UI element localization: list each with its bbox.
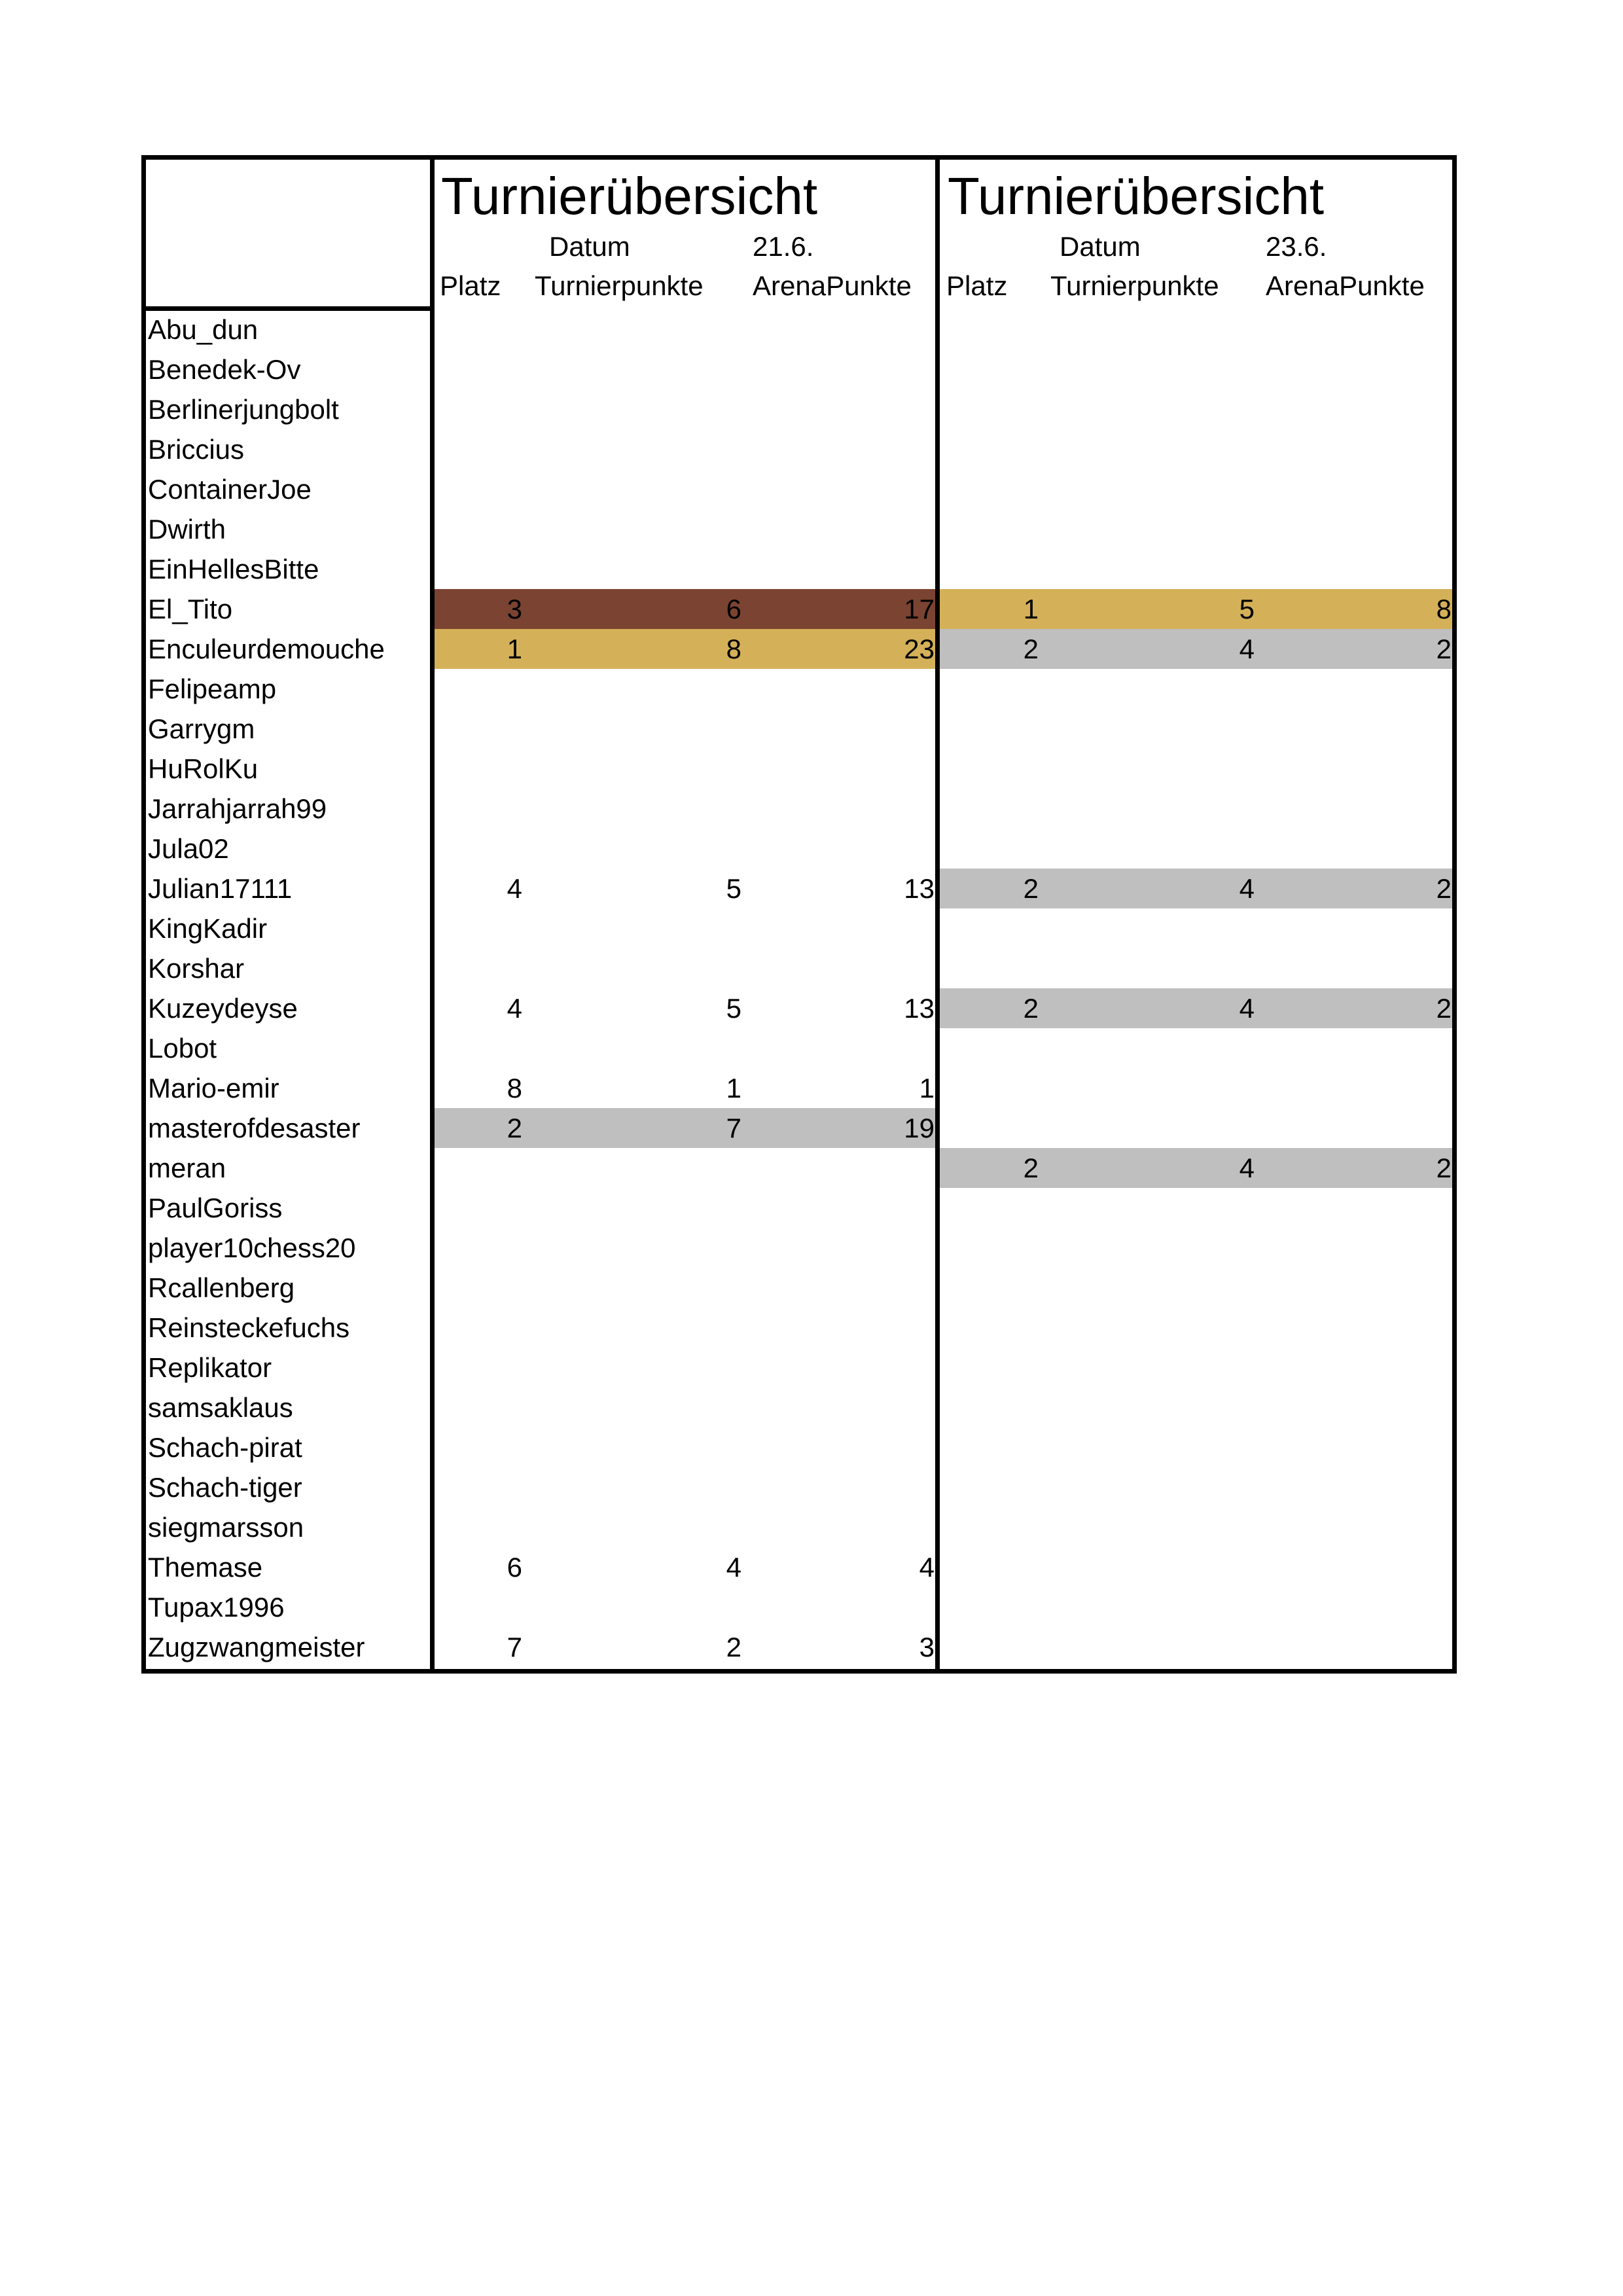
panel-1-col-turnierpunkte: Turnierpunkte bbox=[535, 270, 704, 301]
table-row bbox=[141, 948, 1457, 988]
table-row bbox=[141, 1587, 1457, 1627]
table-row bbox=[141, 1188, 1457, 1228]
player-name: Abu_dun bbox=[148, 314, 259, 345]
cell-platz: 2 bbox=[1023, 993, 1039, 1024]
cell-platz: 4 bbox=[507, 873, 522, 904]
cell-arenapunkte: 1 bbox=[919, 1073, 935, 1103]
standings-sheet bbox=[141, 155, 1457, 1674]
cell-platz: 2 bbox=[507, 1113, 522, 1143]
table-row bbox=[141, 310, 1457, 350]
player-name: siegmarsson bbox=[148, 1512, 304, 1543]
player-name: Jula02 bbox=[148, 833, 229, 864]
table-row bbox=[141, 1388, 1457, 1427]
cell-arenapunkte: 2 bbox=[1436, 873, 1452, 904]
cell-platz: 3 bbox=[507, 594, 522, 624]
panel-2-col-platz: Platz bbox=[946, 270, 1008, 301]
cell-arenapunkte: 13 bbox=[904, 993, 935, 1024]
player-name: Benedek-Ov bbox=[148, 354, 301, 385]
table-row bbox=[141, 1547, 1457, 1587]
player-name: Themase bbox=[148, 1552, 263, 1583]
table-row bbox=[141, 709, 1457, 749]
table-row bbox=[141, 429, 1457, 469]
cell-turnierpunkte: 5 bbox=[726, 873, 741, 904]
cell-arenapunkte: 23 bbox=[904, 634, 935, 664]
player-name: ContainerJoe bbox=[148, 474, 312, 505]
table-row bbox=[141, 829, 1457, 869]
table-row bbox=[141, 1348, 1457, 1388]
player-name: Schach-pirat bbox=[148, 1432, 302, 1463]
panel-2-col-turnierpunkte: Turnierpunkte bbox=[1050, 270, 1219, 301]
table-row bbox=[141, 1507, 1457, 1547]
table-row bbox=[141, 1148, 1457, 1188]
player-name: Rcallenberg bbox=[148, 1272, 295, 1303]
table-border-right bbox=[1452, 155, 1457, 1674]
player-name: EinHellesBitte bbox=[148, 554, 319, 584]
player-name: Briccius bbox=[148, 434, 245, 465]
table-row bbox=[141, 749, 1457, 789]
cell-platz: 1 bbox=[507, 634, 522, 664]
player-name: Tupax1996 bbox=[148, 1592, 285, 1623]
panel-1-title: Turnierübersicht bbox=[441, 167, 818, 225]
header-divider bbox=[141, 306, 434, 311]
table-row bbox=[141, 988, 1457, 1028]
player-name: Korshar bbox=[148, 953, 245, 984]
table-row bbox=[141, 908, 1457, 948]
cell-platz: 2 bbox=[1023, 1153, 1039, 1183]
player-name: samsaklaus bbox=[148, 1392, 293, 1423]
table-row bbox=[141, 1627, 1457, 1667]
cell-platz: 6 bbox=[507, 1552, 522, 1583]
player-name: Enculeurdemouche bbox=[148, 634, 385, 664]
cell-turnierpunkte: 8 bbox=[726, 634, 741, 664]
player-name: Schach-tiger bbox=[148, 1472, 302, 1503]
panel-1-col-arenapunkte: ArenaPunkte bbox=[753, 270, 912, 301]
table-row bbox=[141, 1028, 1457, 1068]
cell-arenapunkte: 2 bbox=[1436, 993, 1452, 1024]
table-row bbox=[141, 1068, 1457, 1108]
cell-turnierpunkte: 6 bbox=[726, 594, 741, 624]
cell-turnierpunkte: 4 bbox=[726, 1552, 741, 1583]
cell-arenapunkte: 19 bbox=[904, 1113, 935, 1143]
table-row bbox=[141, 669, 1457, 709]
panel-2-title: Turnierübersicht bbox=[948, 167, 1325, 225]
player-name: Garrygm bbox=[148, 713, 255, 744]
player-name: PaulGoriss bbox=[148, 1193, 283, 1223]
player-name: HuRolKu bbox=[148, 753, 259, 784]
panel-divider bbox=[935, 155, 940, 1674]
player-name: masterofdesaster bbox=[148, 1113, 361, 1143]
table-row bbox=[141, 1467, 1457, 1507]
player-name: Julian17111 bbox=[148, 873, 293, 904]
panel-1-col-platz: Platz bbox=[440, 270, 501, 301]
player-name: Jarrahjarrah99 bbox=[148, 793, 327, 824]
table-row bbox=[141, 350, 1457, 389]
cell-turnierpunkte: 7 bbox=[726, 1113, 741, 1143]
player-name: meran bbox=[148, 1153, 226, 1183]
player-name: KingKadir bbox=[148, 913, 268, 944]
table-border-bottom bbox=[141, 1669, 1457, 1674]
cell-platz: 2 bbox=[1023, 634, 1039, 664]
table-row bbox=[141, 1268, 1457, 1308]
cell-turnierpunkte: 1 bbox=[726, 1073, 741, 1103]
table-row bbox=[141, 469, 1457, 509]
cell-arenapunkte: 13 bbox=[904, 873, 935, 904]
cell-turnierpunkte: 4 bbox=[1239, 634, 1255, 664]
player-name: Mario-emir bbox=[148, 1073, 279, 1103]
cell-platz: 1 bbox=[1023, 594, 1039, 624]
cell-arenapunkte: 2 bbox=[1436, 634, 1452, 664]
table-border-left bbox=[141, 155, 146, 1674]
cell-turnierpunkte: 5 bbox=[1239, 594, 1255, 624]
table-row bbox=[141, 1108, 1457, 1148]
table-row bbox=[141, 589, 1457, 629]
panel-1-datum-label: Datum bbox=[549, 231, 630, 262]
cell-platz: 4 bbox=[507, 993, 522, 1024]
panel-2-datum-label: Datum bbox=[1060, 231, 1141, 262]
player-name: Lobot bbox=[148, 1033, 217, 1064]
cell-arenapunkte: 4 bbox=[919, 1552, 935, 1583]
cell-turnierpunkte: 5 bbox=[726, 993, 741, 1024]
cell-turnierpunkte: 4 bbox=[1239, 993, 1255, 1024]
player-name: Dwirth bbox=[148, 514, 226, 545]
name-column-divider bbox=[430, 155, 435, 1674]
cell-platz: 7 bbox=[507, 1632, 522, 1662]
table-row bbox=[141, 629, 1457, 669]
cell-platz: 2 bbox=[1023, 873, 1039, 904]
cell-turnierpunkte: 4 bbox=[1239, 873, 1255, 904]
player-name: Replikator bbox=[148, 1352, 272, 1383]
panel-2-date: 23.6. bbox=[1266, 231, 1327, 262]
table-row bbox=[141, 789, 1457, 829]
table-row bbox=[141, 869, 1457, 908]
table-row bbox=[141, 509, 1457, 549]
panel-2-col-arenapunkte: ArenaPunkte bbox=[1266, 270, 1425, 301]
player-name: Felipeamp bbox=[148, 673, 277, 704]
player-name: El_Tito bbox=[148, 594, 233, 624]
player-name: Kuzeydeyse bbox=[148, 993, 298, 1024]
table-row bbox=[141, 1308, 1457, 1348]
player-name: Reinsteckefuchs bbox=[148, 1312, 350, 1343]
cell-platz: 8 bbox=[507, 1073, 522, 1103]
table-border-top bbox=[141, 155, 1457, 160]
table-row bbox=[141, 1228, 1457, 1268]
player-name: player10chess20 bbox=[148, 1232, 356, 1263]
cell-arenapunkte: 8 bbox=[1436, 594, 1452, 624]
cell-arenapunkte: 2 bbox=[1436, 1153, 1452, 1183]
table-row bbox=[141, 549, 1457, 589]
cell-arenapunkte: 17 bbox=[904, 594, 935, 624]
player-name: Zugzwangmeister bbox=[148, 1632, 365, 1662]
table-row bbox=[141, 389, 1457, 429]
cell-arenapunkte: 3 bbox=[919, 1632, 935, 1662]
table-row bbox=[141, 1427, 1457, 1467]
player-name: Berlinerjungbolt bbox=[148, 394, 339, 425]
cell-turnierpunkte: 2 bbox=[726, 1632, 741, 1662]
panel-1-date: 21.6. bbox=[753, 231, 814, 262]
cell-turnierpunkte: 4 bbox=[1239, 1153, 1255, 1183]
